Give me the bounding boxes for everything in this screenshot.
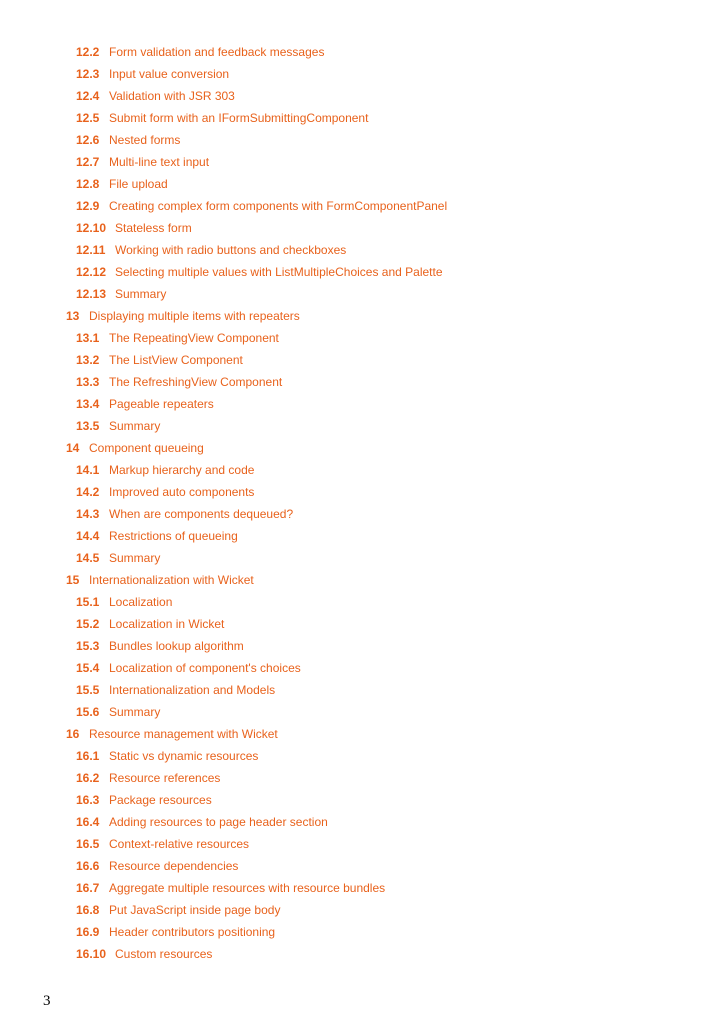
toc-number: 15 <box>66 573 80 587</box>
toc-title: Summary <box>109 705 161 719</box>
toc-section-link[interactable] <box>0 85 724 107</box>
toc-number: 14.4 <box>76 529 100 543</box>
toc-title: Stateless form <box>115 221 192 235</box>
toc-section-link[interactable] <box>0 195 724 217</box>
toc-section-link[interactable] <box>0 833 724 855</box>
toc-number: 16.3 <box>76 793 100 807</box>
toc-number: 16 <box>66 727 80 741</box>
toc-section-link[interactable] <box>0 239 724 261</box>
toc-title: Internationalization with Wicket <box>89 573 254 587</box>
toc-number: 14 <box>66 441 80 455</box>
toc-title: Creating complex form components with FormComponentPanel <box>109 199 448 213</box>
toc-chapter-link[interactable] <box>0 723 724 745</box>
toc-section-link[interactable] <box>0 613 724 635</box>
toc-title: Static vs dynamic resources <box>109 749 259 763</box>
toc-title: Package resources <box>109 793 212 807</box>
toc-title: Markup hierarchy and code <box>109 463 255 477</box>
toc-section-link[interactable] <box>0 767 724 789</box>
toc-title: Working with radio buttons and checkboxes <box>115 243 347 257</box>
toc-section-link[interactable] <box>0 151 724 173</box>
toc-section-link[interactable] <box>0 327 724 349</box>
toc-number: 15.2 <box>76 617 100 631</box>
toc-number: 16.4 <box>76 815 100 829</box>
toc-title: Improved auto components <box>109 485 255 499</box>
toc-number: 12.12 <box>76 265 107 279</box>
toc-number: 12.7 <box>76 155 100 169</box>
toc-title: Summary <box>109 551 161 565</box>
toc-number: 13.5 <box>76 419 100 433</box>
toc-section-link[interactable] <box>0 261 724 283</box>
toc-section-link[interactable] <box>0 129 724 151</box>
toc-number: 15.6 <box>76 705 100 719</box>
toc-title: Summary <box>109 419 161 433</box>
toc-title: Internationalization and Models <box>109 683 276 697</box>
toc-title: Selecting multiple values with ListMultipleChoices and Palette <box>115 265 443 279</box>
toc-title: Bundles lookup algorithm <box>109 639 244 653</box>
toc-title: Pageable repeaters <box>109 397 214 411</box>
toc-number: 12.6 <box>76 133 100 147</box>
toc-title: Nested forms <box>109 133 181 147</box>
toc-number: 13.2 <box>76 353 100 367</box>
toc-title: Custom resources <box>115 947 213 961</box>
toc-section-link[interactable] <box>0 789 724 811</box>
toc-section-link[interactable] <box>0 371 724 393</box>
toc-number: 15.4 <box>76 661 100 675</box>
toc-number: 16.10 <box>76 947 107 961</box>
toc-title: Localization of component's choices <box>109 661 301 675</box>
toc-number: 16.7 <box>76 881 100 895</box>
toc-title: Displaying multiple items with repeaters <box>89 309 300 323</box>
toc-title: Resource references <box>109 771 221 785</box>
toc-title: The RepeatingView Component <box>109 331 279 345</box>
toc-number: 13.3 <box>76 375 100 389</box>
toc-section-link[interactable] <box>0 591 724 613</box>
toc-section-link[interactable] <box>0 701 724 723</box>
toc-number: 16.9 <box>76 925 100 939</box>
toc-section-link[interactable] <box>0 481 724 503</box>
toc-chapter-link[interactable] <box>0 305 724 327</box>
toc-number: 14.3 <box>76 507 100 521</box>
toc-section-link[interactable] <box>0 63 724 85</box>
toc-title: The RefreshingView Component <box>109 375 283 389</box>
toc-number: 16.5 <box>76 837 100 851</box>
toc-number: 12.11 <box>76 243 106 257</box>
toc-number: 12.3 <box>76 67 100 81</box>
toc-title: Resource management with Wicket <box>89 727 278 741</box>
toc-title: Restrictions of queueing <box>109 529 238 543</box>
toc-number: 14.5 <box>76 551 100 565</box>
toc-section-link[interactable] <box>0 679 724 701</box>
toc-section-link[interactable] <box>0 547 724 569</box>
toc-number: 15.1 <box>76 595 100 609</box>
toc-number: 15.3 <box>76 639 100 653</box>
toc-number: 12.10 <box>76 221 107 235</box>
toc-title: Multi-line text input <box>109 155 210 169</box>
toc-title: Put JavaScript inside page body <box>109 903 281 917</box>
toc-section-link[interactable] <box>0 657 724 679</box>
toc-section-link[interactable] <box>0 855 724 877</box>
toc-number: 13.1 <box>76 331 100 345</box>
toc-title: Form validation and feedback messages <box>109 45 325 59</box>
toc-section-link[interactable] <box>0 899 724 921</box>
toc-title: File upload <box>109 177 168 191</box>
toc-number: 16.2 <box>76 771 100 785</box>
toc-section-link[interactable] <box>0 921 724 943</box>
toc-section-link[interactable] <box>0 459 724 481</box>
toc-section-link[interactable] <box>0 283 724 305</box>
table-of-contents <box>0 41 724 965</box>
toc-section-link[interactable] <box>0 943 724 965</box>
toc-number: 16.8 <box>76 903 100 917</box>
toc-number: 12.4 <box>76 89 100 103</box>
toc-section-link[interactable] <box>0 811 724 833</box>
toc-chapter-link[interactable] <box>0 437 724 459</box>
toc-number: 13.4 <box>76 397 100 411</box>
toc-section-link[interactable] <box>0 107 724 129</box>
toc-section-link[interactable] <box>0 349 724 371</box>
toc-title: Submit form with an IFormSubmittingComponent <box>109 111 369 125</box>
toc-number: 12.13 <box>76 287 107 301</box>
toc-number: 16.1 <box>76 749 100 763</box>
toc-chapter-link[interactable] <box>0 569 724 591</box>
toc-title: Resource dependencies <box>109 859 239 873</box>
toc-number: 12.9 <box>76 199 100 213</box>
toc-section-link[interactable] <box>0 503 724 525</box>
toc-title: Validation with JSR 303 <box>109 89 235 103</box>
toc-number: 12.2 <box>76 45 100 59</box>
toc-section-link[interactable] <box>0 745 724 767</box>
toc-number: 16.6 <box>76 859 100 873</box>
toc-title: When are components dequeued? <box>109 507 294 521</box>
toc-title: Header contributors positioning <box>109 925 276 939</box>
toc-number: 14.2 <box>76 485 100 499</box>
toc-title: Summary <box>115 287 167 301</box>
toc-section-link[interactable] <box>0 41 724 63</box>
toc-section-link[interactable] <box>0 217 724 239</box>
toc-title: Localization <box>109 595 173 609</box>
toc-section-link[interactable] <box>0 173 724 195</box>
toc-section-link[interactable] <box>0 393 724 415</box>
toc-number: 15.5 <box>76 683 100 697</box>
toc-title: The ListView Component <box>109 353 243 367</box>
toc-section-link[interactable] <box>0 415 724 437</box>
toc-title: Context-relative resources <box>109 837 250 851</box>
toc-number: 14.1 <box>76 463 100 477</box>
toc-title: Component queueing <box>89 441 204 455</box>
toc-title: Localization in Wicket <box>109 617 225 631</box>
toc-title: Input value conversion <box>109 67 230 81</box>
toc-number: 12.8 <box>76 177 100 191</box>
page-number: 3 <box>43 993 51 1009</box>
toc-number: 12.5 <box>76 111 100 125</box>
toc-title: Aggregate multiple resources with resource bundles <box>109 881 386 895</box>
toc-section-link[interactable] <box>0 635 724 657</box>
toc-number: 13 <box>66 309 80 323</box>
toc-title: Adding resources to page header section <box>109 815 328 829</box>
toc-section-link[interactable] <box>0 877 724 899</box>
toc-section-link[interactable] <box>0 525 724 547</box>
